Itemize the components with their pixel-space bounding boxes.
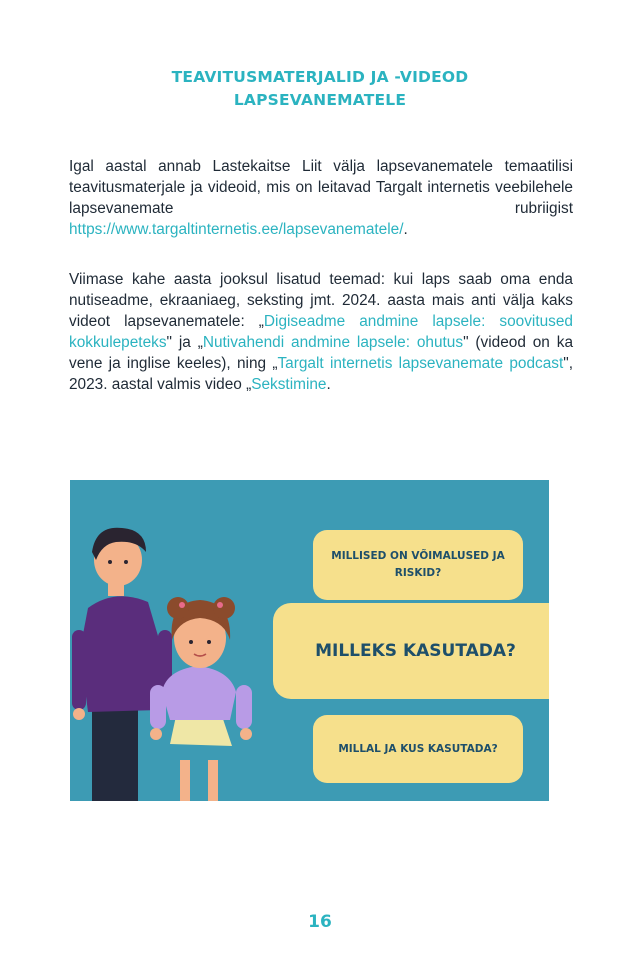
topics-text-5: .: [326, 376, 331, 393]
question-bubble-when-where-text: MILLAL JA KUS KASUTADA?: [338, 742, 498, 755]
topics-text-2: " ja „: [166, 334, 203, 351]
video-link-device-agreements[interactable]: Digiseadme andmine lapsele: soovitused kokkulepeteks: [69, 313, 573, 351]
page-title-line-1: TEAVITUSMATERJALID JA -VIDEOD: [171, 68, 469, 86]
question-bubble-risks-text: MILLISED ON VÕIMALUSED JA RISKID?: [331, 550, 505, 579]
video-link-sexting[interactable]: Sekstimine: [251, 376, 327, 393]
question-bubble-risks: [313, 530, 523, 600]
page-title-line-2: LAPSEVANEMATELE: [233, 91, 407, 109]
adult-figure: [72, 528, 172, 801]
topics-text-1: Viimase kahe aasta jooksul lisatud teemad: kui laps saab oma enda nutiseadme, ekraaniaeg, seksting jmt. 2024. aasta mais anti välja kaks videot lapsevanematele: „: [69, 271, 573, 330]
question-bubble-when-where: [313, 715, 523, 783]
page-title: [0, 66, 640, 112]
child-figure: [150, 597, 252, 801]
intro-text: Igal aastal annab Lastekaitse Liit välja lapsevanematele temaatilisi teavitusmaterjale ja videoid, mis on leitavad Targalt internetis veebilehele lapsevanemate rubriigist: [69, 158, 573, 217]
podcast-link[interactable]: Targalt internetis lapsevanemate podcast: [277, 355, 564, 372]
question-bubble-purpose: [273, 603, 549, 699]
topics-text-4: ", 2023. aastal valmis video „: [69, 355, 573, 393]
topics-text-3: " (videod on ka vene ja inglise keeles), ning „: [69, 334, 573, 372]
question-bubble-purpose-text: MILLEKS KASUTADA?: [315, 641, 516, 661]
intro-end: .: [403, 221, 408, 238]
intro-paragraph: [69, 156, 573, 240]
video-illustration: [70, 480, 549, 801]
page-number: 16: [308, 912, 332, 932]
topics-paragraph: [69, 269, 573, 395]
video-link-device-safety[interactable]: Nutivahendi andmine lapsele: ohutus: [202, 334, 464, 351]
parents-section-link[interactable]: https://www.targaltinternetis.ee/lapsevanematele/: [69, 221, 404, 238]
